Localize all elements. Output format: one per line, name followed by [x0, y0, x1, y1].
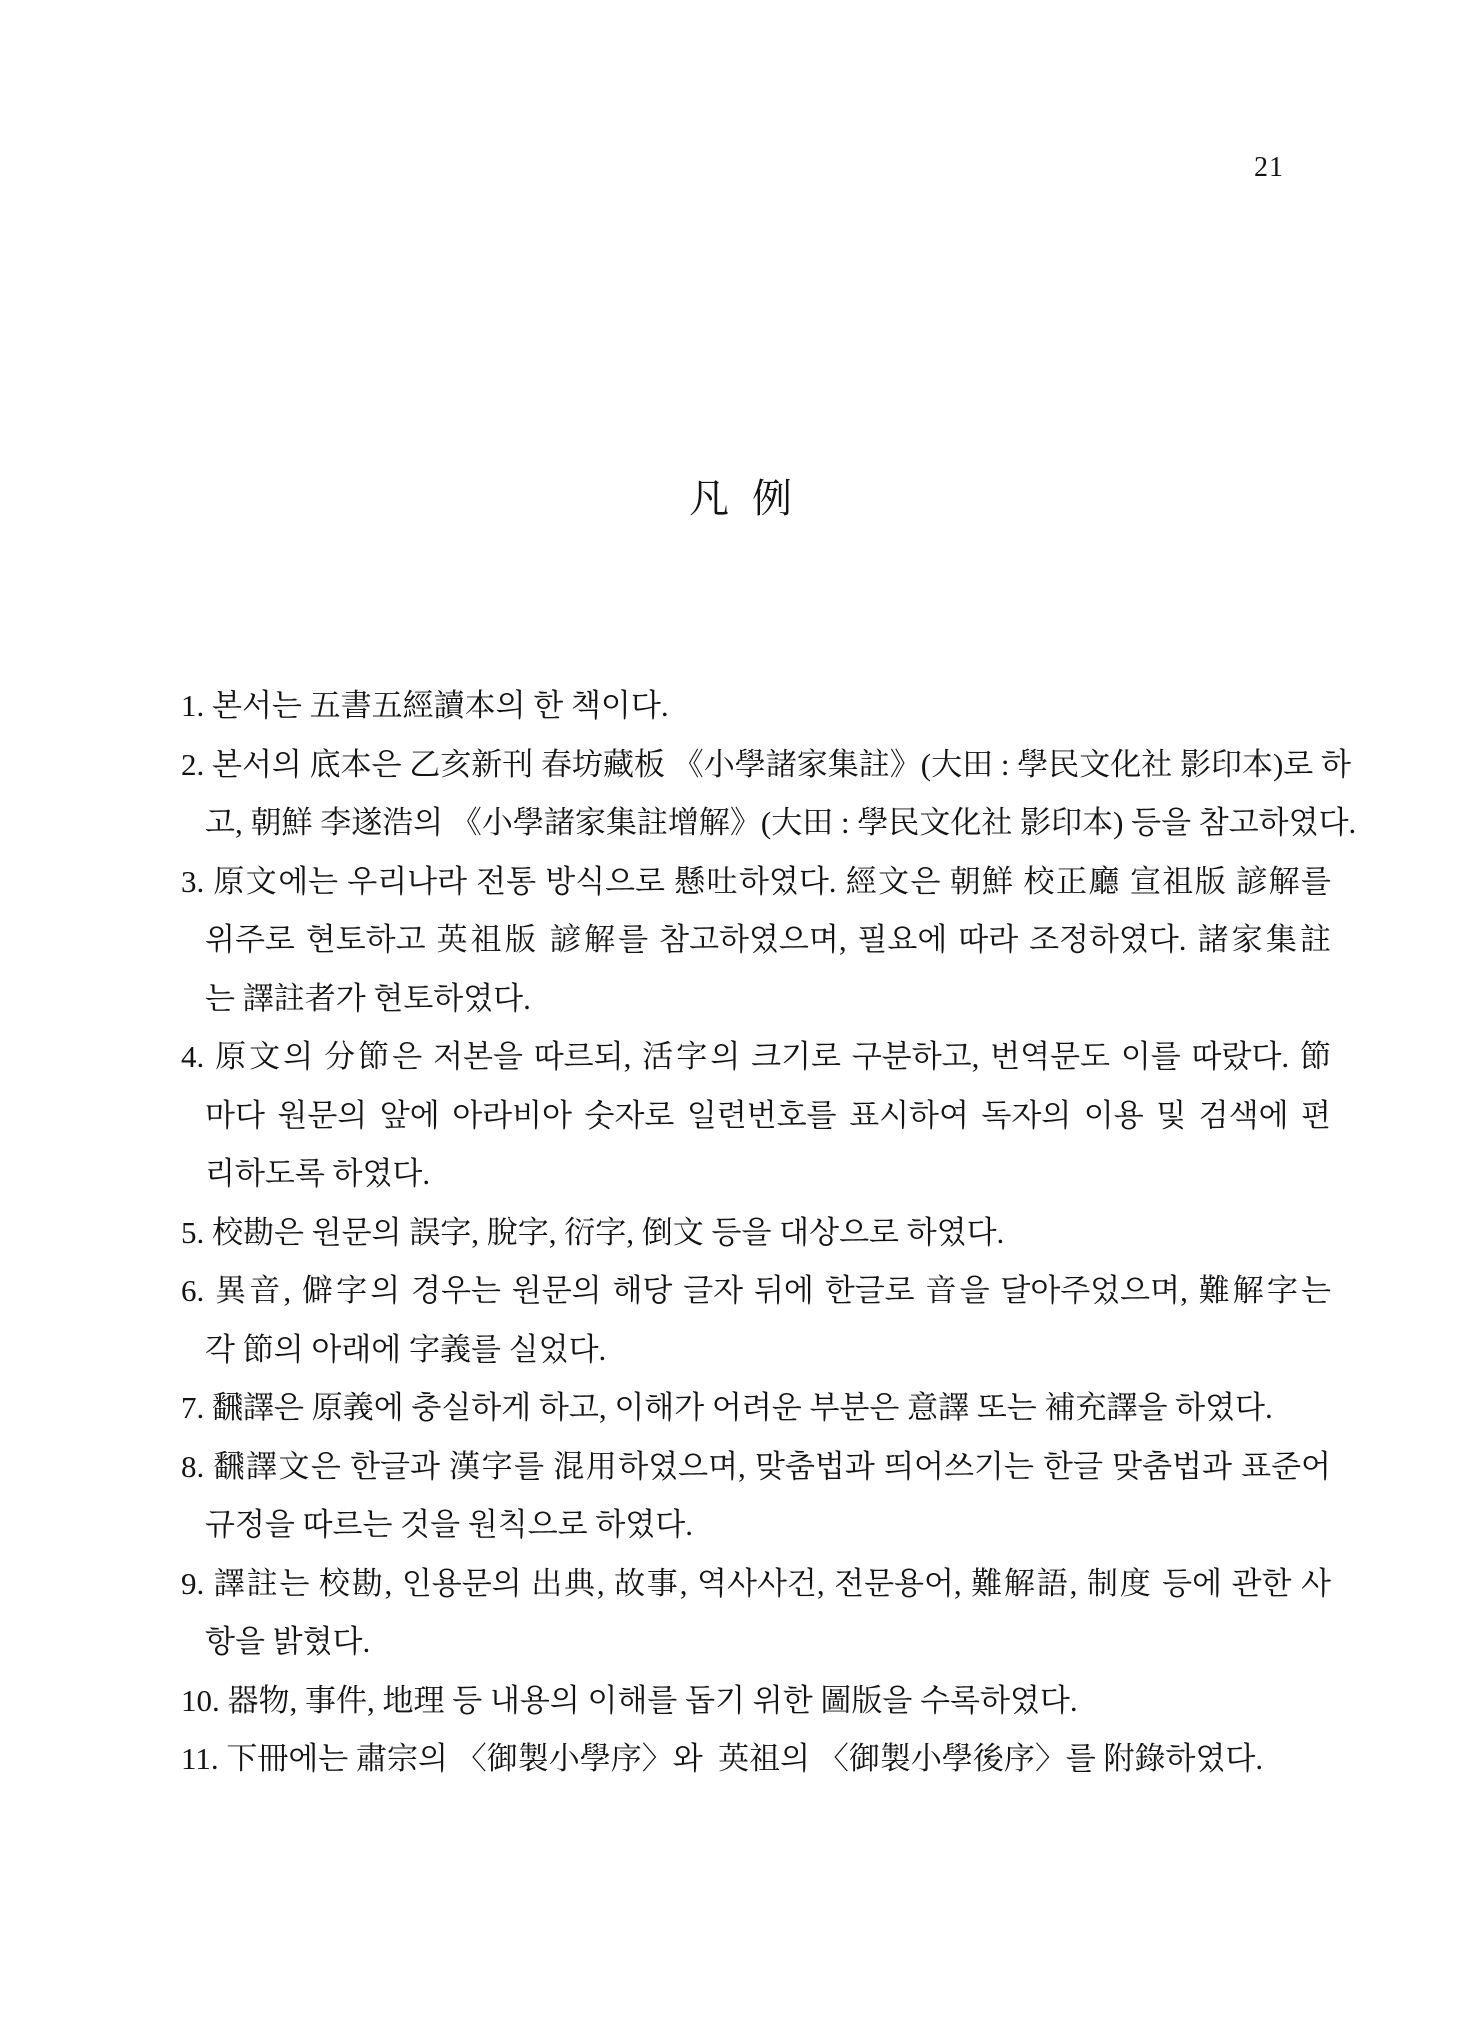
list-item	[181, 1379, 1331, 1438]
list-item	[181, 853, 1331, 1029]
item-text: 下冊에는 肅宗의 〈御製小學序〉와 英祖의 〈御製小學後序〉를 附錄하였다.	[218, 1741, 1264, 1776]
item-line	[181, 1262, 1331, 1321]
item-number: 6.	[181, 1273, 205, 1308]
item-line	[181, 853, 1331, 912]
item-number: 1.	[181, 688, 205, 723]
item-number: 10.	[181, 1682, 220, 1718]
item-line: 각 節의 아래에 字義를 실었다.	[205, 1331, 607, 1367]
item-line	[181, 1438, 1331, 1497]
item-number: 8.	[181, 1448, 205, 1484]
item-number: 7.	[181, 1390, 205, 1425]
item-line	[181, 1555, 1331, 1614]
item-line: 항을 밝혔다.	[205, 1624, 371, 1659]
item-text: 본서의 底本은 乙亥新刊 春坊藏板 《小學諸家集註》(大田 : 學民文化社 影印本)로 하	[204, 746, 1351, 782]
item-line: 위주로 현토하고 英祖版 諺解를 참고하였으며, 필요에 따라 조정하였다. 諸家集註	[205, 922, 1331, 957]
list-item	[181, 1672, 1331, 1731]
item-line: 고, 朝鮮 李遂浩의 《小學諸家集註增解》(大田 : 學民文化社 影印本) 등을 참고하였다.	[205, 805, 1357, 840]
item-line	[181, 736, 1351, 795]
item-text: 器物, 事件, 地理 등 내용의 이해를 돕기 위한 圖版을 수록하였다.	[219, 1682, 1078, 1718]
item-text: 譯註는 校勘, 인용문의 出典, 故事, 역사사건, 전문용어, 難解語, 制度 등에 관한 사	[204, 1565, 1331, 1601]
list-item	[181, 736, 1357, 853]
list-item	[181, 1262, 1331, 1379]
list-item	[181, 1555, 1331, 1672]
item-number: 4.	[181, 1039, 205, 1074]
item-line	[181, 1672, 1331, 1731]
list-item	[181, 1730, 1331, 1789]
item-line	[181, 677, 1331, 736]
list-item	[181, 1028, 1331, 1204]
list-item	[181, 1204, 1331, 1263]
item-line: 리하도록 하였다.	[205, 1156, 431, 1191]
item-line	[181, 1028, 1331, 1087]
item-line	[181, 1379, 1331, 1438]
item-text: 原文의 分節은 저본을 따르되, 活字의 크기로 구분하고, 번역문도 이를 따랐다. 節	[204, 1039, 1331, 1074]
item-line	[181, 1204, 1331, 1263]
item-number: 11.	[181, 1741, 219, 1776]
item-text: 校勘은 원문의 誤字, 脫字, 衍字, 倒文 등을 대상으로 하였다.	[204, 1214, 1005, 1250]
item-line	[181, 1730, 1331, 1789]
item-number: 2.	[181, 746, 205, 782]
item-text: 飜譯文은 한글과 漢字를 混用하였으며, 맞춤법과 띄어쓰기는 한글 맞춤법과 표준어	[204, 1448, 1331, 1484]
item-text: 異音, 僻字의 경우는 원문의 해당 글자 뒤에 한글로 音을 달아주었으며, 難解字는	[204, 1273, 1331, 1308]
page-number: 21	[1254, 152, 1284, 183]
item-number: 9.	[181, 1565, 205, 1601]
list-item	[181, 677, 1331, 736]
item-line: 규정을 따르는 것을 원칙으로 하였다.	[205, 1507, 693, 1542]
item-line: 는 譯註者가 현토하였다.	[205, 980, 531, 1016]
item-text: 原文에는 우리나라 전통 방식으로 懸吐하였다. 經文은 朝鮮 校正廳 宣祖版 諺解를	[204, 863, 1331, 899]
item-number: 3.	[181, 863, 205, 899]
item-line: 마다 원문의 앞에 아라비아 숫자로 일련번호를 표시하여 독자의 이용 및 검색에 편	[205, 1097, 1331, 1133]
item-text: 본서는 五書五經讀本의 한 책이다.	[204, 688, 669, 723]
item-text: 飜譯은 原義에 충실하게 하고, 이해가 어려운 부분은 意譯 또는 補充譯을 하였다.	[204, 1390, 1273, 1425]
item-number: 5.	[181, 1214, 205, 1250]
legend-list	[181, 677, 1357, 1789]
list-item	[181, 1438, 1331, 1555]
page-title: 凡 例	[689, 476, 792, 521]
